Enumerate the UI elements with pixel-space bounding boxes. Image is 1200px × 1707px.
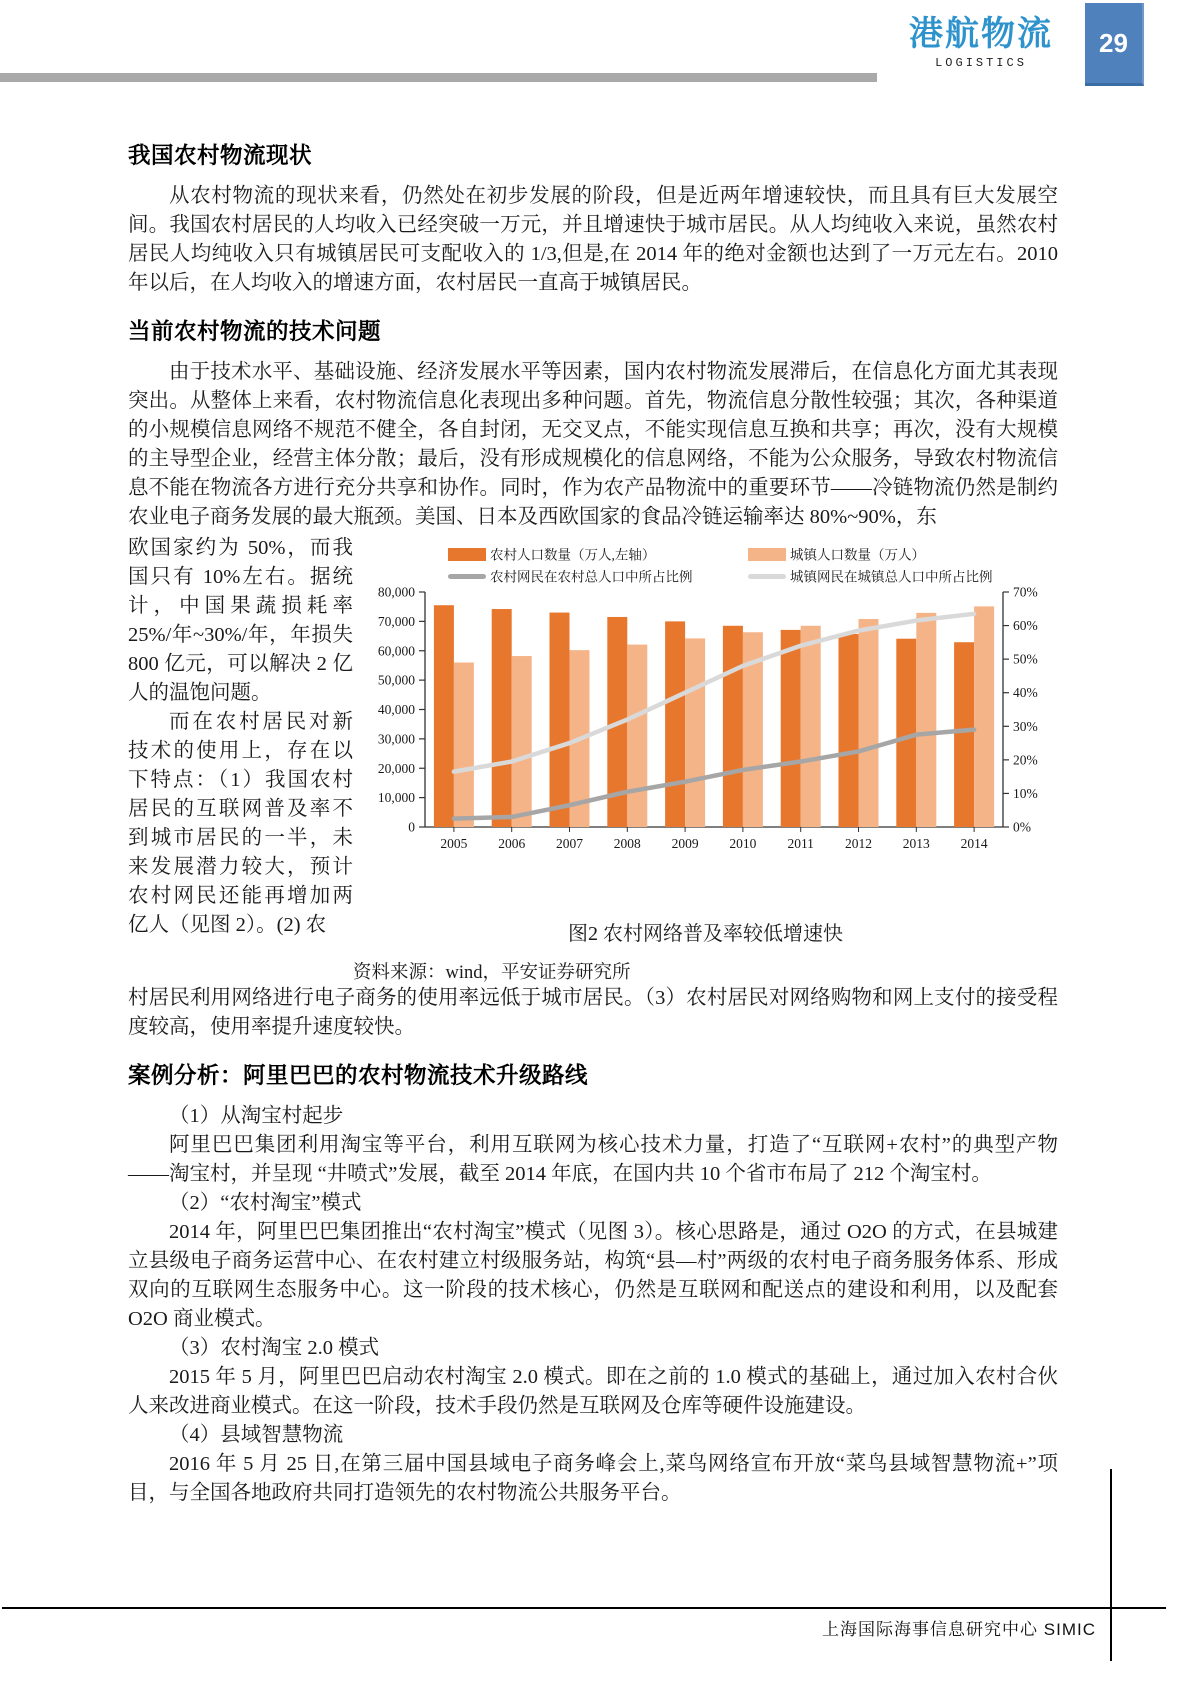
x-axis-label: 2012 xyxy=(845,836,872,851)
side-text-column xyxy=(128,534,353,984)
page-number-box xyxy=(1085,3,1144,86)
bar-urban-2011 xyxy=(801,626,821,827)
section-heading-tech-problems: 当前农村物流的技术问题 xyxy=(128,319,382,344)
page-content xyxy=(128,138,1058,1508)
x-axis-label: 2006 xyxy=(498,836,526,851)
x-axis-label: 2009 xyxy=(671,836,699,851)
bar-urban-2013 xyxy=(916,613,936,827)
brand-title: 港航物流 xyxy=(909,15,1053,53)
footer-horizontal-rule xyxy=(2,1607,1166,1609)
legend-label: 城镇人口数量（万人） xyxy=(790,547,925,563)
left-axis-tick-label: 0 xyxy=(408,819,415,835)
bar-rural-2010 xyxy=(723,626,743,827)
bar-urban-2006 xyxy=(512,656,532,827)
legend-line-swatch xyxy=(748,574,786,579)
paragraph: 阿里巴巴集团利用淘宝等平台，利用互联网为核心技术力量，打造了“互联网+农村”的典型产物——淘宝村，并呈现 “井喷式”发展，截至 2014 年底，在国内共 10 个省市布局了 212 个淘宝村。 xyxy=(128,1134,1058,1185)
legend-swatch xyxy=(748,548,786,561)
bar-rural-2009 xyxy=(665,621,685,827)
bar-rural-2011 xyxy=(781,630,801,827)
right-axis-tick-label: 60% xyxy=(1013,618,1038,634)
list-item-heading: （1）从淘宝村起步 xyxy=(169,1105,344,1127)
x-axis-label: 2014 xyxy=(960,836,988,851)
paragraph: 2016 年 5 月 25 日,在第三届中国县域电子商务峰会上,菜鸟网络宣布开放“菜鸟县域智慧物流+”项目，与全国各地政府共同打造领先的农村物流公共服务平台。 xyxy=(128,1453,1058,1504)
left-axis-tick-label: 50,000 xyxy=(377,672,415,688)
x-axis-label: 2013 xyxy=(902,836,930,851)
paragraph: 从农村物流的现状来看，仍然处在初步发展的阶段，但是近两年增速较快，而且具有巨大发展空间。我国农村居民的人均收入已经突破一万元，并且增速快于城市居民。从人均纯收入来说，虽然农村居民人均纯收入只有城镇居民可支配收入的 1/3,但是,在 2014 年的绝对金额也达到了一万元左右。2010 年以后，在人均收入的增速方面，农村居民一直高于城镇居民。 xyxy=(128,185,1058,294)
x-axis-label: 2010 xyxy=(729,836,757,851)
paragraph: 由于技术水平、基础设施、经济发展水平等因素，国内农村物流发展滞后，在信息化方面尤其表现突出。从整体上来看，农村物流信息化表现出多种问题。首先，物流信息分散性较强；其次，各种渠道的小规模信息网络不规范不健全，各自封闭，无交叉点，不能实现信息互换和共享；再次，没有大规模的主导型企业，经营主体分散；最后，没有形成规模化的信息网络，不能为公众服务，导致农村物流信息不能在物流各方进行充分共享和协作。同时，作为农产品物流中的重要环节——冷链物流仍然是制约农业电子商务发展的最大瓶颈。美国、日本及西欧国家的食品冷链运输率达 80%~90%，东 xyxy=(128,361,1058,528)
right-axis-tick-label: 10% xyxy=(1013,785,1038,801)
figure2-source: 资料来源：wind，平安证券研究所 xyxy=(353,963,631,983)
bar-urban-2008 xyxy=(627,645,647,827)
list-item-heading: （4）县域智慧物流 xyxy=(169,1424,344,1446)
paragraph: 村居民利用网络进行电子商务的使用率远低于城市居民。（3）农村居民对网络购物和网上支付的接受程度较高，使用率提升速度较快。 xyxy=(128,987,1058,1038)
figure2-chart xyxy=(353,540,1053,908)
right-axis-tick-label: 20% xyxy=(1013,752,1038,768)
legend-label: 城镇网民在城镇总人口中所占比例 xyxy=(790,569,993,585)
section-heading-rural-logistics-status: 我国农村物流现状 xyxy=(128,143,313,168)
page-number: 29 xyxy=(1099,27,1128,58)
left-axis-tick-label: 80,000 xyxy=(377,584,415,600)
legend-label: 农村网民在农村总人口中所占比例 xyxy=(490,569,693,585)
figure2-caption: 图2 农村网络普及率较低增速快 xyxy=(568,923,843,945)
list-item-heading: （2）“农村淘宝”模式 xyxy=(169,1192,362,1214)
legend-swatch xyxy=(448,548,486,561)
bar-urban-2005 xyxy=(454,663,474,828)
bar-urban-2012 xyxy=(859,619,879,827)
paragraph: 欧国家约为 50%，而我国只有 10%左右。据统计，中国果蔬损耗率 25%/年~30%/年，年损失 800 亿元，可以解决 2 亿人的温饱问题。 xyxy=(128,537,353,704)
bar-urban-2009 xyxy=(685,638,705,827)
right-axis-tick-label: 30% xyxy=(1013,718,1038,734)
bar-rural-2005 xyxy=(434,605,454,827)
list-item-heading: （3）农村淘宝 2.0 模式 xyxy=(169,1337,380,1359)
brand-subtitle: LOGISTICS xyxy=(935,55,1027,70)
footer-vertical-rule xyxy=(1110,1469,1112,1661)
paragraph: 而在农村居民对新技术的使用上，存在以下特点：（1）我国农村居民的互联网普及率不到城市居民的一半，未来发展潜力较大，预计农村网民还能再增加两亿人（见图 2）。(2) 农 xyxy=(128,711,353,936)
left-axis-tick-label: 10,000 xyxy=(377,790,415,806)
paragraph: 2014 年，阿里巴巴集团推出“农村淘宝”模式（见图 3）。核心思路是，通过 O2O 的方式，在县城建立县级电子商务运营中心、在农村建立村级服务站，构筑“县—村”两级的农村电子商务服务体系、形成双向的互联网生态服务中心。这一阶段的技术核心，仍然是互联网和配送点的建设和利用，以及配套 O2O 商业模式。 xyxy=(128,1221,1058,1330)
bar-rural-2014 xyxy=(954,642,974,827)
left-axis-tick-label: 40,000 xyxy=(377,702,415,717)
left-axis-tick-label: 60,000 xyxy=(377,643,415,659)
x-axis-label: 2007 xyxy=(556,836,583,851)
right-axis-tick-label: 50% xyxy=(1013,651,1038,667)
brand-block xyxy=(898,14,1064,70)
section-heading-case-analysis: 案例分析：阿里巴巴的农村物流技术升级路线 xyxy=(128,1063,589,1088)
x-axis-label: 2005 xyxy=(440,836,468,851)
figure-text-row xyxy=(128,534,1058,984)
left-axis-tick-label: 70,000 xyxy=(377,613,415,629)
right-axis-tick-label: 40% xyxy=(1013,685,1038,701)
footer-publisher: 上海国际海事信息研究中心 SIMIC xyxy=(822,1620,1096,1639)
x-axis-label: 2011 xyxy=(787,836,814,851)
bar-rural-2006 xyxy=(492,609,512,827)
line-rural-netizen-ratio xyxy=(454,730,974,819)
right-axis-tick-label: 70% xyxy=(1013,584,1038,600)
header-gray-bar xyxy=(0,73,877,82)
left-axis-tick-label: 20,000 xyxy=(377,760,415,776)
legend-label: 农村人口数量（万人,左轴） xyxy=(490,547,656,563)
bar-rural-2012 xyxy=(839,634,859,827)
legend-line-swatch xyxy=(448,574,486,579)
line-urban-netizen-ratio xyxy=(454,614,974,772)
paragraph: 2015 年 5 月，阿里巴巴启动农村淘宝 2.0 模式。即在之前的 1.0 模式的基础上，通过加入农村合伙人来改进商业模式。在这一阶段，技术手段仍然是互联网及仓库等硬件设施建设。 xyxy=(128,1366,1058,1417)
bar-urban-2014 xyxy=(974,606,994,827)
x-axis-label: 2008 xyxy=(613,836,641,851)
left-axis-tick-label: 30,000 xyxy=(377,731,415,747)
figure2-block xyxy=(353,534,1058,984)
bar-rural-2007 xyxy=(550,613,570,827)
bar-rural-2013 xyxy=(896,639,916,827)
right-axis-tick-label: 0% xyxy=(1013,819,1031,835)
